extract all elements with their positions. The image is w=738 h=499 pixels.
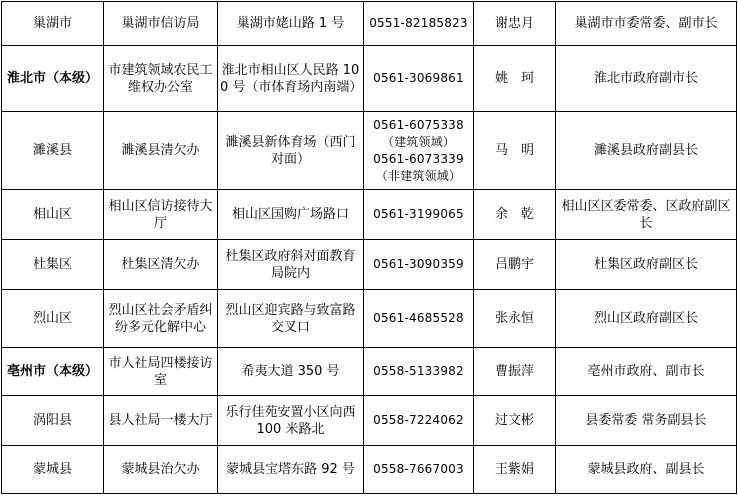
table-row <box>2 396 737 446</box>
office-cell: 濉溪县清欠办 <box>104 112 218 190</box>
name-cell: 余 乾 <box>474 190 556 240</box>
name-cell: 姚 珂 <box>474 46 556 112</box>
table-row <box>2 240 737 290</box>
address-cell: 蒙城县宝塔东路 92 号 <box>218 446 364 494</box>
position-cell: 杜集区政府副区长 <box>556 240 737 290</box>
table-row <box>2 2 737 46</box>
address-cell: 濉溪县新体育场（西门对面） <box>218 112 364 190</box>
phone-cell <box>364 290 474 348</box>
phone-cell <box>364 112 474 190</box>
position-cell: 淮北市政府副市长 <box>556 46 737 112</box>
address-cell: 巢湖市姥山路 1 号 <box>218 2 364 46</box>
name-cell: 张永恒 <box>474 290 556 348</box>
office-cell: 县人社局一楼大厅 <box>104 396 218 446</box>
table-row <box>2 446 737 494</box>
address-cell: 烈山区迎宾路与致富路交叉口 <box>218 290 364 348</box>
position-cell: 蒙城县政府、副县长 <box>556 446 737 494</box>
office-cell: 杜集区清欠办 <box>104 240 218 290</box>
phone-cell <box>364 396 474 446</box>
phone-cell <box>364 46 474 112</box>
table-row <box>2 290 737 348</box>
name-cell: 吕鹏宇 <box>474 240 556 290</box>
position-cell: 烈山区政府副区长 <box>556 290 737 348</box>
phone-number: 0561-6073339 <box>373 151 464 166</box>
office-cell: 相山区信访接待大厅 <box>104 190 218 240</box>
unit-cell: 濉溪县 <box>2 112 104 190</box>
phone-note: （建筑领域） <box>381 134 456 149</box>
address-cell: 杜集区政府斜对面教育局院内 <box>218 240 364 290</box>
address-cell: 相山区国购广场路口 <box>218 190 364 240</box>
name-cell: 王紫娟 <box>474 446 556 494</box>
contact-table <box>1 1 737 494</box>
phone-cell <box>364 348 474 396</box>
unit-cell: 亳州市（本级） <box>2 348 104 396</box>
phone-number: 0558-7667003 <box>373 462 464 476</box>
phone-number: 0558-7224062 <box>373 413 464 427</box>
phone-number: 0561-3069861 <box>373 71 464 85</box>
table-row <box>2 348 737 396</box>
phone-number: 0561-3090359 <box>373 257 464 271</box>
office-cell: 蒙城县治欠办 <box>104 446 218 494</box>
phone-cell <box>364 2 474 46</box>
address-cell: 淮北市相山区人民路 100 号（市体育场内南端） <box>218 46 364 112</box>
unit-cell: 蒙城县 <box>2 446 104 494</box>
unit-cell: 涡阳县 <box>2 396 104 446</box>
table-row <box>2 190 737 240</box>
name-cell: 曹振萍 <box>474 348 556 396</box>
phone-note: （非建筑领域） <box>375 168 462 183</box>
phone-number: 0561-4685528 <box>373 311 464 325</box>
name-cell: 过文彬 <box>474 396 556 446</box>
phone-number: 0558-5133982 <box>373 364 464 378</box>
office-cell: 市人社局四楼接访室 <box>104 348 218 396</box>
name-cell: 马 明 <box>474 112 556 190</box>
phone-number: 0551-82185823 <box>369 16 468 30</box>
address-cell: 希夷大道 350 号 <box>218 348 364 396</box>
address-cell: 乐行佳苑安置小区向西 100 米路北 <box>218 396 364 446</box>
position-cell: 相山区区委常委、区政府副区长 <box>556 190 737 240</box>
office-cell: 烈山区社会矛盾纠纷多元化解中心 <box>104 290 218 348</box>
unit-cell: 相山区 <box>2 190 104 240</box>
name-cell: 谢忠月 <box>474 2 556 46</box>
unit-cell: 烈山区 <box>2 290 104 348</box>
table-row <box>2 112 737 190</box>
phone-cell <box>364 240 474 290</box>
phone-cell <box>364 190 474 240</box>
phone-number: 0561-6075338 <box>373 117 464 132</box>
phone-number: 0561-3199065 <box>373 207 464 221</box>
unit-cell: 淮北市（本级） <box>2 46 104 112</box>
unit-cell: 杜集区 <box>2 240 104 290</box>
phone-cell <box>364 446 474 494</box>
unit-cell: 巢湖市 <box>2 2 104 46</box>
office-cell: 巢湖市信访局 <box>104 2 218 46</box>
position-cell: 濉溪县政府副县长 <box>556 112 737 190</box>
position-cell: 亳州市政府、副市长 <box>556 348 737 396</box>
office-cell: 市建筑领域农民工维权办公室 <box>104 46 218 112</box>
table-row <box>2 46 737 112</box>
position-cell: 巢湖市市委常委、副市长 <box>556 2 737 46</box>
position-cell: 县委常委 常务副县长 <box>556 396 737 446</box>
